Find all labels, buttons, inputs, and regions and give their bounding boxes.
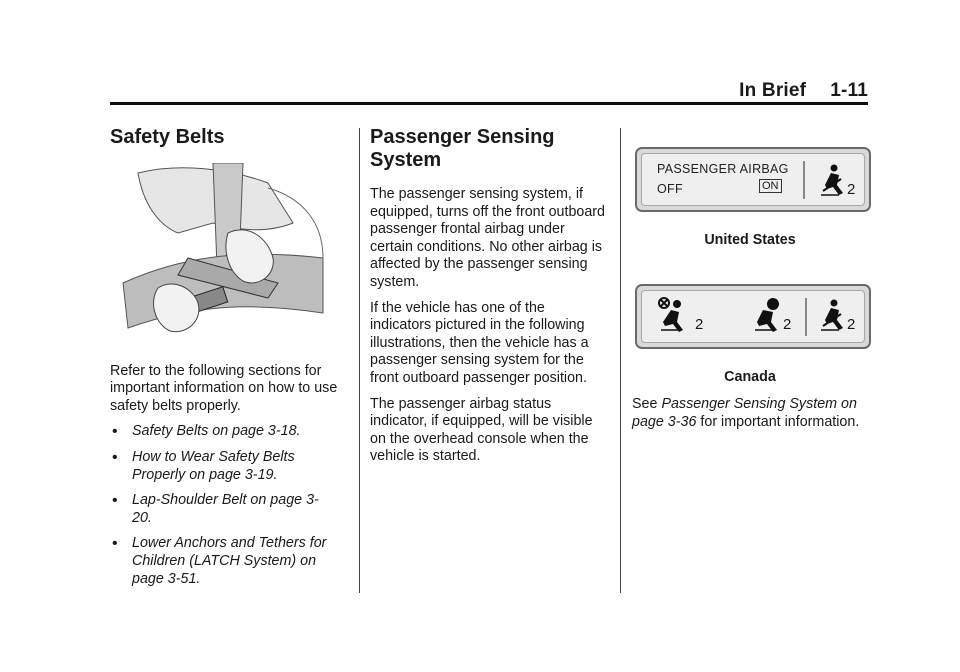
icon-subscript: 2 <box>847 315 856 333</box>
sensing-paragraph-1: The passenger sensing system, if equipped, turns off the front outboard passenger frontal airbag under certain conditions. No other airbag is affected by the passenger sensing system. <box>370 186 606 290</box>
icon-subscript: 2 <box>695 315 704 333</box>
sensing-paragraph-3: The passenger airbag status indicator, if equipped, will be visible on the overhead console when the vehicle is started. <box>370 395 593 465</box>
safety-belts-column <box>110 126 338 596</box>
off-label: OFF <box>657 182 683 196</box>
us-indicator-panel <box>635 147 871 212</box>
safety-belts-links <box>110 423 338 588</box>
airbag-on-icon <box>753 296 785 334</box>
indicators-column <box>632 147 868 439</box>
passenger-sensing-column <box>370 126 606 474</box>
column-divider <box>620 128 621 593</box>
passenger-sensing-heading: Passenger Sensing System <box>370 126 555 171</box>
passenger-seatbelt-icon <box>819 298 847 332</box>
sensing-paragraph-2: If the vehicle has one of the indicators pictured in the following illustrations, then the vehicle has a passenger sensing system for the front outboard passenger position. <box>370 299 589 386</box>
see-link[interactable]: Passenger Sensing System on page 3-36 <box>632 396 857 430</box>
see-suffix: for important information. <box>700 413 860 430</box>
us-caption: United States <box>704 232 796 248</box>
link-how-to-wear[interactable]: • How to Wear Safety Belts Properly on page 3-19. <box>110 449 338 484</box>
column-divider <box>359 128 360 593</box>
on-label: ON <box>759 179 782 193</box>
safety-belts-intro: Refer to the following sections for important information on how to use safety belts properly. <box>110 362 338 414</box>
link-latch[interactable]: • Lower Anchors and Tethers for Children (LATCH System) on page 3-51. <box>110 535 338 588</box>
passenger-seatbelt-icon <box>819 163 847 197</box>
safety-belts-heading: Safety Belts <box>110 126 225 148</box>
icon-subscript: 2 <box>847 181 856 198</box>
page-header <box>600 80 868 102</box>
panel-separator <box>805 298 807 336</box>
page-number: 1-11 <box>830 80 868 101</box>
section-title: In Brief <box>739 80 807 101</box>
seatbelt-illustration <box>118 163 328 341</box>
header-rule <box>110 102 868 105</box>
airbag-off-icon <box>655 296 693 334</box>
see-prefix: See <box>632 396 658 413</box>
airbag-label: PASSENGER AIRBAG <box>657 162 789 176</box>
canada-indicator-panel <box>635 284 871 349</box>
canada-caption: Canada <box>724 368 776 385</box>
link-lap-shoulder[interactable]: • Lap-Shoulder Belt on page 3-20. <box>110 492 338 527</box>
link-safety-belts[interactable]: • Safety Belts on page 3-18. <box>110 423 338 441</box>
see-reference <box>632 396 868 431</box>
panel-separator <box>803 161 805 199</box>
icon-subscript: 2 <box>783 315 792 333</box>
